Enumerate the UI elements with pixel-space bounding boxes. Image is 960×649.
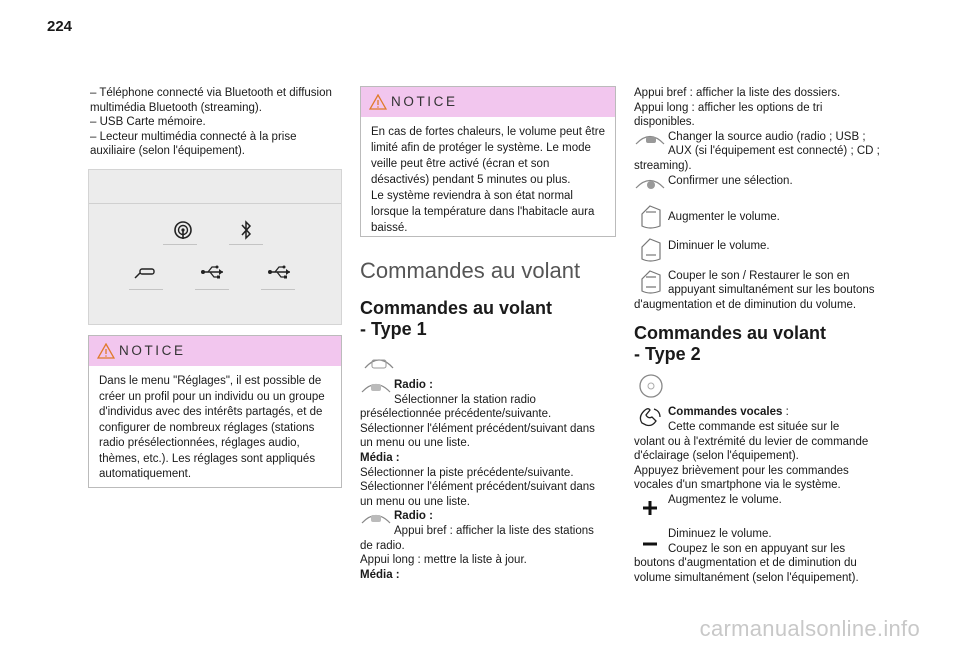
notice-line: En cas de fortes chaleurs, le volume peut être — [371, 126, 605, 138]
plus-row — [634, 493, 890, 523]
warning-icon — [369, 94, 387, 110]
voice-label: Commandes vocales — [668, 406, 783, 419]
text-line: disponibles. — [634, 116, 695, 129]
text-line: Sélectionner l'élément précédent/suivant dans — [360, 422, 595, 435]
type1-title-line: Commandes au volant — [360, 298, 553, 318]
text-line: Cette commande est située sur le — [668, 420, 840, 433]
bullet-line: – USB Carte mémoire. — [90, 116, 206, 129]
section-title: Commandes au volant — [360, 258, 581, 283]
type2-title-line: Commandes au volant — [634, 323, 827, 344]
notice-header — [89, 336, 341, 366]
text-line: de radio. — [360, 539, 405, 552]
radio-label: Radio : — [394, 510, 433, 523]
steering-wheel-type2-icon — [636, 373, 666, 399]
plus-icon — [634, 493, 666, 519]
type1-title-line: - Type 1 — [360, 319, 427, 339]
volume-up-button-icon — [634, 204, 666, 230]
confirm-button-icon — [634, 174, 666, 192]
text-line: Confirmer une sélection. — [668, 174, 793, 187]
notice-body — [89, 366, 341, 489]
warning-icon — [97, 343, 115, 359]
bullet-line: – Lecteur multimédia connecté à la prise — [90, 130, 297, 143]
notice-title: NOTICE — [119, 343, 186, 358]
text-line: Augmentez le volume. — [668, 493, 782, 506]
audio-sources-illustration — [88, 169, 342, 325]
source-button-icon — [634, 130, 666, 148]
notice-title: NOTICE — [391, 94, 458, 109]
text-line: Changer la source audio (radio ; USB ; — [668, 130, 866, 143]
wheel-button-icon — [360, 378, 392, 396]
type2-title-line: - Type 2 — [634, 344, 701, 365]
steering-wheel-type1-icon — [362, 354, 396, 372]
text-line: Appui long : afficher les options de tri — [634, 101, 823, 114]
page-number: 224 — [47, 18, 73, 35]
voice-command-icon — [634, 405, 666, 429]
text-line: d'augmentation et de diminution du volume. — [634, 298, 857, 311]
confirm-row — [634, 174, 890, 204]
minus-row — [634, 527, 890, 556]
text-line: Sélectionner l'élément précédent/suivant dans — [360, 481, 595, 494]
aux-jack-icon — [131, 262, 159, 282]
text-line: Appuyez brièvement pour les commandes — [634, 464, 849, 477]
column-1 — [90, 86, 342, 159]
footer-watermark: carmanualsonline.info — [699, 616, 920, 641]
notice-line: Le système reviendra à son état normal — [371, 190, 573, 202]
text-line: Augmenter le volume. — [668, 210, 780, 223]
text-line: volant ou à l'extrémité du levier de commande — [634, 435, 869, 448]
volume-up-row — [634, 204, 890, 237]
bullet-line: auxiliaire (selon l'équipement). — [90, 145, 245, 158]
usb-icon — [199, 262, 227, 282]
text-line: appuyant simultanément sur les boutons — [668, 284, 875, 297]
notice-line: automatiquement. — [99, 468, 192, 480]
type1-title — [360, 298, 552, 340]
column-3 — [634, 86, 890, 585]
radio-list-row — [360, 509, 616, 538]
notice-line: désactivés) pendant 5 minutes ou plus. — [371, 174, 571, 186]
notice-line: configurer de nombreux réglages (stations — [99, 421, 315, 434]
streaming-icon — [169, 220, 197, 240]
volume-down-button-icon — [634, 237, 666, 263]
text-line: AUX (si l'équipement est connecté) ; CD ; — [668, 145, 880, 158]
text-line: Diminuez le volume. — [668, 527, 772, 540]
text-line: présélectionnée précédente/suivante. — [360, 408, 552, 421]
bluetooth-icon — [232, 220, 260, 240]
notice-line: créer un profil pour un individu ou un groupe — [99, 390, 325, 403]
type1-controls — [360, 378, 616, 582]
notice-line: Dans le menu "Réglages", il est possible de — [99, 375, 322, 387]
media-label: Média : — [360, 451, 400, 464]
volume-down-row — [634, 237, 890, 269]
bullet-line: multimédia Bluetooth (streaming). — [90, 101, 262, 114]
radio-select-row — [360, 378, 616, 407]
notice-line: lorsque la température dans l'habitacle aura — [371, 206, 595, 218]
text-line: Appui bref : afficher la liste des dossiers. — [634, 87, 841, 99]
text-line: vocales d'un smartphone via le système. — [634, 479, 841, 492]
notice-line: veille peut être activé (écran et son — [371, 158, 550, 170]
radio-label: Radio : — [394, 379, 433, 391]
media-label: Média : — [360, 568, 400, 581]
minus-icon — [634, 527, 666, 551]
mute-button-icon — [634, 269, 666, 295]
source-row — [634, 130, 890, 159]
text-line: boutons d'augmentation et de diminution du — [634, 557, 857, 570]
text-line: streaming). — [634, 159, 692, 172]
voice-colon: : — [782, 406, 789, 419]
text-line: Sélectionner la station radio — [394, 393, 536, 406]
notice-line: thèmes, etc.). Les réglages sont appliqués — [99, 452, 316, 465]
notice-box-heat — [360, 86, 616, 237]
text-line: Appui bref : afficher la liste des stations — [394, 524, 594, 537]
voice-command-row — [634, 405, 890, 434]
type2-title — [634, 323, 890, 365]
notice-box-profiles — [88, 335, 342, 488]
text-line: un menu ou une liste. — [360, 495, 470, 508]
text-line: volume simultanément (selon l'équipement). — [634, 571, 859, 584]
mute-row — [634, 269, 890, 298]
notice-line: limité afin de protéger le système. Le mode — [371, 142, 591, 154]
notice-line: d'individus avec des intérêts partagés, et de — [99, 406, 323, 418]
notice-header — [361, 87, 615, 117]
text-line: Coupez le son en appuyant sur les — [668, 542, 846, 555]
bullet-line: – Téléphone connecté via Bluetooth et diffusion — [90, 87, 332, 99]
text-line: Diminuer le volume. — [668, 239, 770, 252]
text-line: un menu ou une liste. — [360, 437, 470, 450]
text-line: Sélectionner la piste précédente/suivante. — [360, 466, 574, 479]
text-line: Couper le son / Restaurer le son en — [668, 269, 850, 282]
text-line: Appui long : mettre la liste à jour. — [360, 554, 527, 567]
usb-icon — [266, 262, 294, 282]
notice-line: baissé. — [371, 222, 408, 234]
wheel-button-icon — [360, 509, 392, 527]
notice-body — [361, 117, 615, 242]
illustration-divider — [89, 203, 341, 204]
notice-line: radio présélectionnées, réglages audio, — [99, 437, 300, 449]
text-line: d'éclairage (selon l'équipement). — [634, 450, 799, 463]
